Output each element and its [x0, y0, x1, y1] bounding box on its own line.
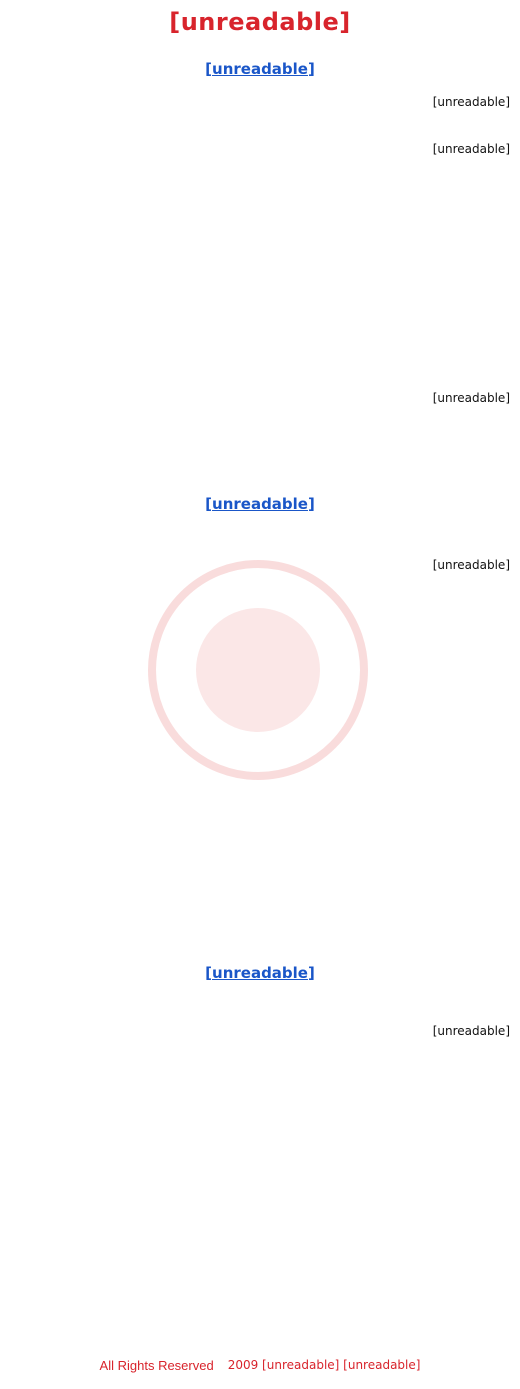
subheading-2: [unreadable] [205, 495, 315, 513]
paragraph-4: [unreadable] [432, 558, 510, 572]
article-title: [unreadable] [169, 8, 351, 36]
subheading-1: [unreadable] [205, 60, 315, 78]
subheading-3: [unreadable] [205, 964, 315, 982]
paragraph-3: [unreadable] [432, 391, 510, 405]
paragraph-1: [unreadable] [432, 95, 510, 109]
footer-copyright: [unreadable] 2009 [unreadable] [227, 1358, 421, 1372]
paragraph-2: [unreadable] [432, 142, 510, 156]
footer [0, 1353, 520, 1377]
paragraph-5: [unreadable] [432, 1024, 510, 1038]
footer-rights: All Rights Reserved [99, 1357, 214, 1373]
